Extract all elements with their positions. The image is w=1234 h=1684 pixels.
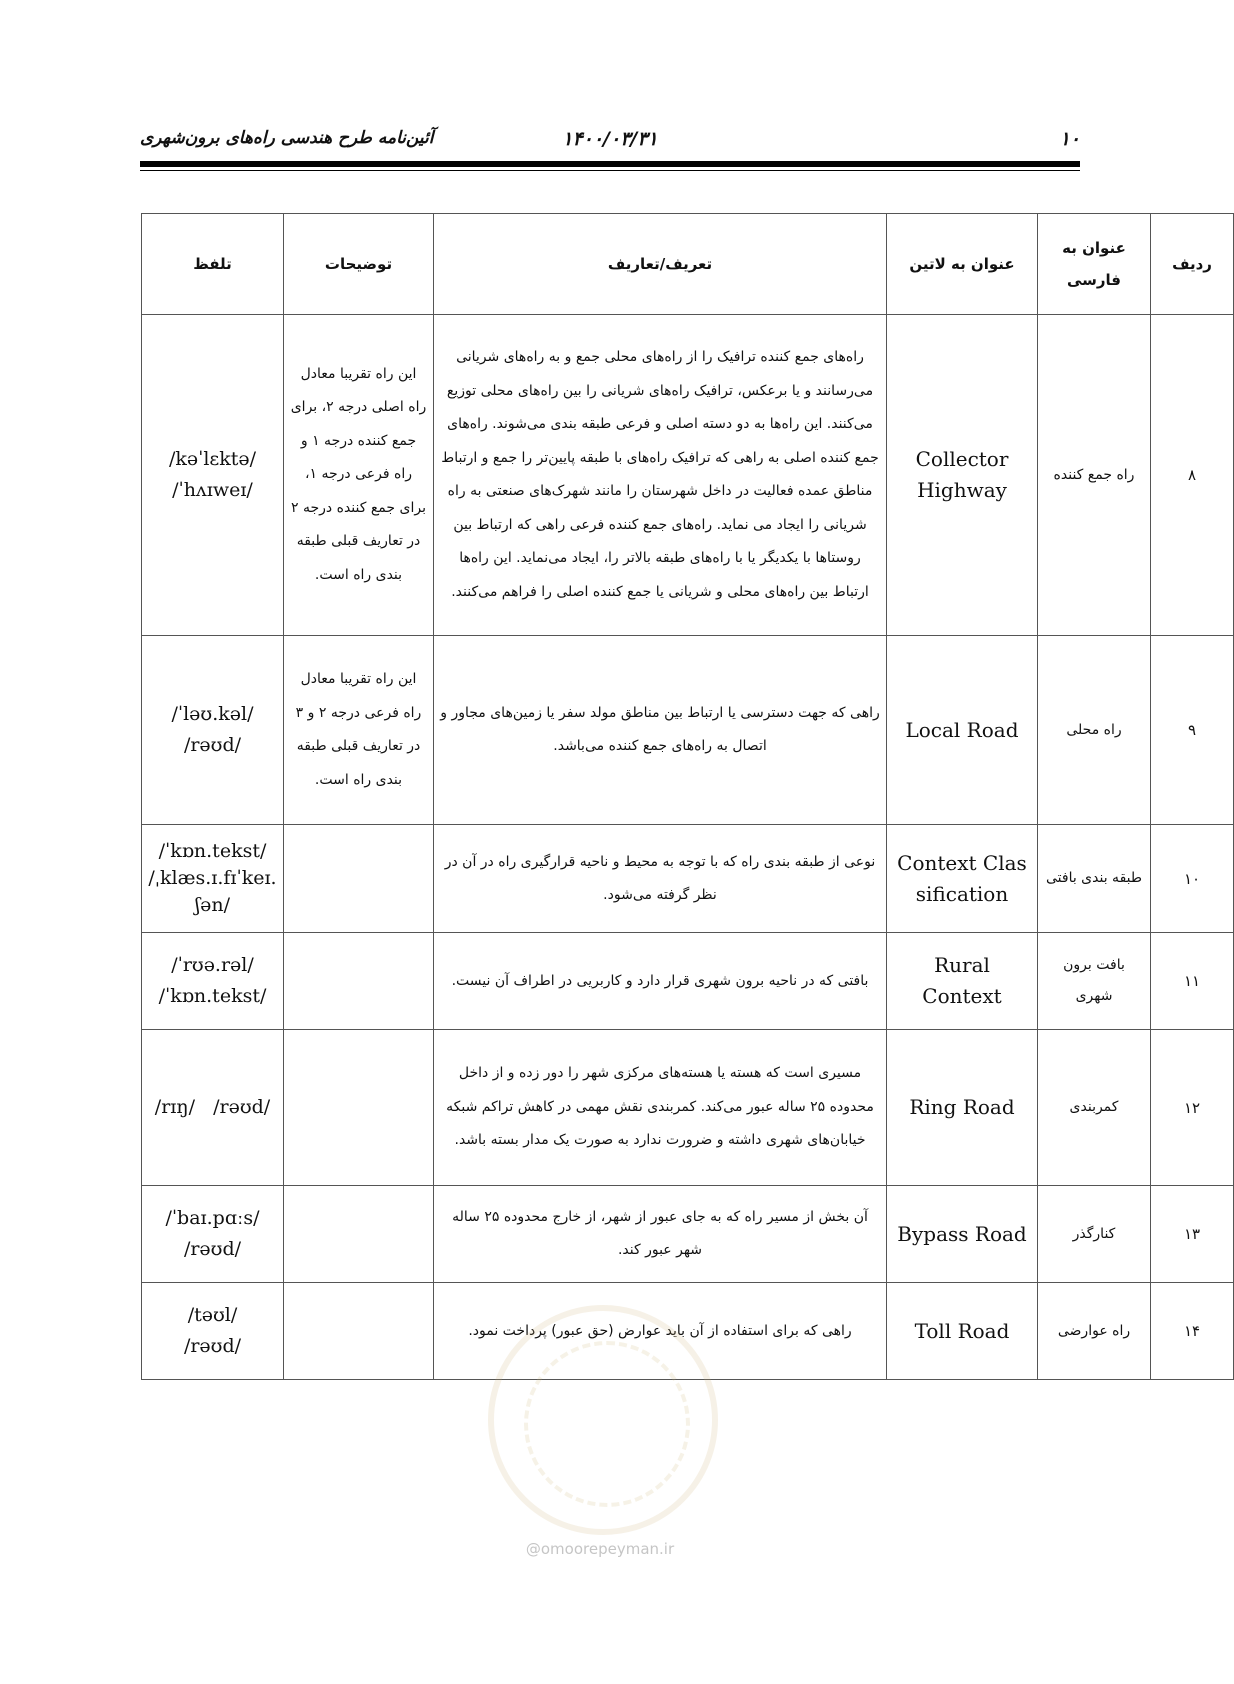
row-latin-title: Toll Road: [887, 1283, 1038, 1380]
row-definition: راهی که جهت دسترسی یا ارتباط بین مناطق مولد سفر یا زمین‌های مجاور و اتصال به راه‌های جمع کننده می‌باشد.: [434, 636, 887, 825]
row-definition: آن بخش از مسیر راه که به جای عبور از شهر، از خارج محدوده ۲۵ ساله شهر عبور کند.: [434, 1186, 887, 1283]
row-index: ۹: [1151, 636, 1234, 825]
row-description: این راه تقریبا معادل راه فرعی درجه ۲ و ۳ در تعاریف قبلی طبقه بندی راه است.: [284, 636, 434, 825]
row-pronunciation: [142, 636, 284, 825]
row-latin-title: Bypass Road: [887, 1186, 1038, 1283]
pronunciation-line: /ˈbaɪ.pɑːs/: [165, 1207, 260, 1229]
row-persian-title: بافت برون شهری: [1038, 933, 1151, 1030]
table-row: [142, 636, 1234, 825]
row-latin-title: Rural Context: [887, 933, 1038, 1030]
row-pronunciation: [142, 1186, 284, 1283]
row-latin-title: Collector Highway: [887, 315, 1038, 636]
header-persian-title: عنوان به فارسی: [1038, 214, 1151, 315]
row-description: [284, 1030, 434, 1186]
table-row: [142, 1030, 1234, 1186]
header-latin-title: عنوان به لاتین: [887, 214, 1038, 315]
row-definition: مسیری است که هسته یا هسته‌های مرکزی شهر را دور زده و از داخل محدوده ۲۵ ساله عبور می‌کند. کمربندی نقش مهمی در کاهش تراکم شبکه خیابان‌های شهری داشته و ضرورت ندارد به صورت یک مدار بسته باشد.: [434, 1030, 887, 1186]
page-number: ۱۰: [1059, 128, 1080, 150]
pronunciation-line: /ˌklæs.ɪ.fɪˈkeɪ.ʃən/: [148, 867, 277, 916]
table-row: [142, 825, 1234, 933]
table-row: [142, 315, 1234, 636]
header-index: ردیف: [1151, 214, 1234, 315]
pronunciation-line: /ˈləʊ.kəl/: [171, 703, 254, 725]
table-row: [142, 1186, 1234, 1283]
row-index: ۱۱: [1151, 933, 1234, 1030]
row-index: ۱۴: [1151, 1283, 1234, 1380]
row-pronunciation: [142, 933, 284, 1030]
pronunciation-line: /təʊl/: [187, 1304, 238, 1326]
row-description: این راه تقریبا معادل راه اصلی درجه ۲، برای جمع کننده درجه ۱ و راه فرعی درجه ۱، برای جمع کننده درجه ۲ در تعاریف قبلی طبقه بندی راه است.: [284, 315, 434, 636]
pronunciation-line: /rəʊd/: [183, 734, 242, 756]
row-persian-title: راه جمع کننده: [1038, 315, 1151, 636]
table-row: [142, 1283, 1234, 1380]
terms-table: [141, 213, 1234, 1380]
pronunciation-line: /ˈkɒn.tekst/: [158, 985, 267, 1007]
row-description: [284, 933, 434, 1030]
row-persian-title: کنارگذر: [1038, 1186, 1151, 1283]
pronunciation-line: /ˈhʌɪweɪ/: [172, 479, 253, 501]
row-index: ۱۳: [1151, 1186, 1234, 1283]
header-rule-thin: [140, 170, 1080, 171]
row-pronunciation: [142, 315, 284, 636]
row-definition: بافتی که در ناحیه برون شهری قرار دارد و کاربریی در اطراف آن نیست.: [434, 933, 887, 1030]
pronunciation-line: /kəˈlɛktə/: [168, 448, 257, 470]
header-rule-thick: [140, 161, 1080, 167]
row-pronunciation: [142, 825, 284, 933]
header-description: توضیحات: [284, 214, 434, 315]
row-persian-title: راه محلی: [1038, 636, 1151, 825]
row-persian-title: راه عوارضی: [1038, 1283, 1151, 1380]
page-header: [140, 128, 1080, 158]
pronunciation-line: /ˈrʊə.rəl/: [171, 954, 254, 976]
row-description: [284, 1186, 434, 1283]
header-pronunciation: تلفظ: [142, 214, 284, 315]
pronunciation-line: /rəʊd/: [183, 1335, 242, 1357]
row-description: [284, 1283, 434, 1380]
row-definition: راه‌های جمع کننده ترافیک را از راه‌های محلی جمع و به راه‌های شریانی می‌رسانند و یا برعکس، ترافیک راه‌های شریانی را بین راه‌های محلی توزیع می‌کنند. این راه‌ها به دو دسته اصلی و فرعی طبقه بندی می‌شوند. راه‌های جمع کننده اصلی به راهی که ترافیک راه‌های با طبقه پایین‌تر را جمع و ارتباط مناطق عمده فعالیت در داخل شهرستان را مانند شهرک‌های صنعتی به راه شریانی را ایجاد می نماید. راه‌های جمع کننده فرعی راهی که ارتباط بین روستاها با یکدیگر یا با راه‌های طبقه بالاتر را، ایجاد می‌نماید. این راه‌ها ارتباط بین راه‌های محلی و شریانی یا جمع کننده اصلی را فراهم می‌کنند.: [434, 315, 887, 636]
pronunciation-line: /ˈkɒn.tekst/: [158, 840, 267, 862]
row-definition: نوعی از طبقه بندی راه که با توجه به محیط و ناحیه قرارگیری راه در آن در نظر گرفته می‌شود.: [434, 825, 887, 933]
row-pronunciation: [142, 1030, 284, 1186]
pronunciation-line: /rɪŋ/ /rəʊd/: [154, 1096, 271, 1118]
row-index: ۱۲: [1151, 1030, 1234, 1186]
row-persian-title: طبقه بندی بافتی: [1038, 825, 1151, 933]
row-latin-title: Ring Road: [887, 1030, 1038, 1186]
table-row: [142, 933, 1234, 1030]
row-persian-title: کمربندی: [1038, 1030, 1151, 1186]
table-header-row: [142, 214, 1234, 315]
pronunciation-line: /rəʊd/: [183, 1238, 242, 1260]
row-index: ۸: [1151, 315, 1234, 636]
row-latin-title: Local Road: [887, 636, 1038, 825]
row-definition: راهی که برای استفاده از آن باید عوارض (حق عبور) پرداخت نمود.: [434, 1283, 887, 1380]
row-latin-title: Context Classification: [887, 825, 1038, 933]
document-title: آئین‌نامه طرح هندسی راه‌های برون‌شهری: [140, 128, 434, 148]
header-definition: تعریف/تعاریف: [434, 214, 887, 315]
row-index: ۱۰: [1151, 825, 1234, 933]
row-description: [284, 825, 434, 933]
header-date: ۱۴۰۰/۰۳/۳۱: [562, 128, 658, 150]
row-pronunciation: [142, 1283, 284, 1380]
watermark-site: @omoorepeyman.ir: [525, 1540, 675, 1558]
